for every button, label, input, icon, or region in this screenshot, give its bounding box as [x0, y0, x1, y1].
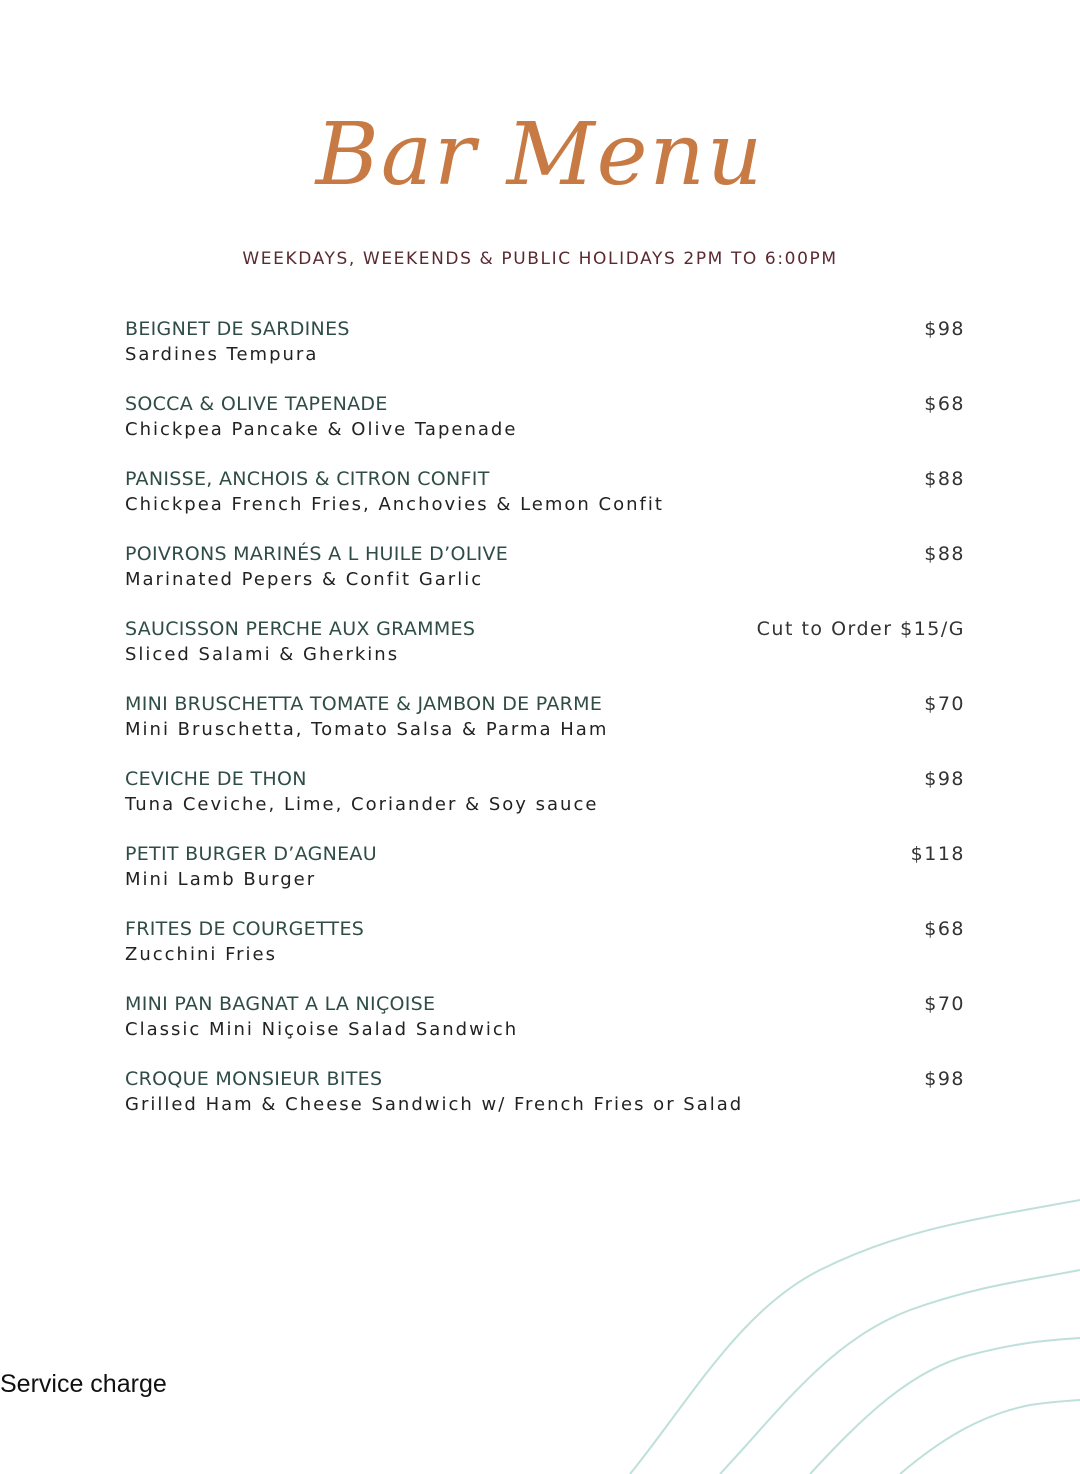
item-price: $98: [924, 318, 965, 340]
menu-item: [125, 466, 965, 541]
item-price: $88: [924, 543, 965, 565]
item-name: CEVICHE DE THON: [125, 768, 307, 790]
service-charge-note: Service charge: [0, 1370, 167, 1398]
wave-line: [900, 1400, 1080, 1474]
item-name: SOCCA & OLIVE TAPENADE: [125, 393, 388, 415]
wave-line: [810, 1338, 1080, 1474]
menu-title: Bar Menu: [315, 105, 765, 205]
menu-item: [125, 316, 965, 391]
item-price: Cut to Order $15/G: [756, 618, 965, 640]
item-price: $118: [910, 843, 965, 865]
item-description: Classic Mini Niçoise Salad Sandwich: [125, 1019, 519, 1040]
menu-item: [125, 916, 965, 991]
menu-item: [125, 391, 965, 466]
item-description: Marinated Pepers & Confit Garlic: [125, 569, 484, 590]
item-price: $98: [924, 768, 965, 790]
item-description: Tuna Ceviche, Lime, Coriander & Soy sauce: [125, 794, 599, 815]
item-name: POIVRONS MARINÉS A L HUILE D’OLIVE: [125, 543, 509, 565]
menu-list: [125, 316, 965, 1141]
item-name: BEIGNET DE SARDINES: [125, 318, 350, 340]
item-name: FRITES DE COURGETTES: [125, 918, 365, 940]
menu-item: [125, 766, 965, 841]
service-hours: WEEKDAYS, WEEKENDS & PUBLIC HOLIDAYS 2PM TO 6:00PM: [242, 249, 838, 269]
item-description: Mini Bruschetta, Tomato Salsa & Parma Ham: [125, 719, 609, 740]
menu-item: [125, 1066, 965, 1141]
menu-item: [125, 991, 965, 1066]
item-price: $68: [924, 393, 965, 415]
item-name: SAUCISSON PERCHE AUX GRAMMES: [125, 618, 476, 640]
menu-item: [125, 541, 965, 616]
menu-item: [125, 841, 965, 916]
item-description: Chickpea Pancake & Olive Tapenade: [125, 419, 518, 440]
item-description: Sardines Tempura: [125, 344, 319, 365]
item-description: Grilled Ham & Cheese Sandwich w/ French Fries or Salad: [125, 1094, 744, 1115]
wave-decoration: [620, 1190, 1080, 1474]
item-price: $70: [924, 693, 965, 715]
item-name: CROQUE MONSIEUR BITES: [125, 1068, 383, 1090]
item-price: $68: [924, 918, 965, 940]
item-price: $70: [924, 993, 965, 1015]
item-name: PANISSE, ANCHOIS & CITRON CONFIT: [125, 468, 490, 490]
item-description: Zucchini Fries: [125, 944, 277, 965]
wave-line: [630, 1200, 1080, 1474]
item-price: $98: [924, 1068, 965, 1090]
menu-item: [125, 616, 965, 691]
item-name: MINI PAN BAGNAT A LA NIÇOISE: [125, 993, 436, 1015]
item-name: PETIT BURGER D’AGNEAU: [125, 843, 377, 865]
item-description: Mini Lamb Burger: [125, 869, 317, 890]
item-price: $88: [924, 468, 965, 490]
item-description: Sliced Salami & Gherkins: [125, 644, 400, 665]
menu-item: [125, 691, 965, 766]
item-description: Chickpea French Fries, Anchovies & Lemon Confit: [125, 494, 664, 515]
item-name: MINI BRUSCHETTA TOMATE & JAMBON DE PARME: [125, 693, 603, 715]
